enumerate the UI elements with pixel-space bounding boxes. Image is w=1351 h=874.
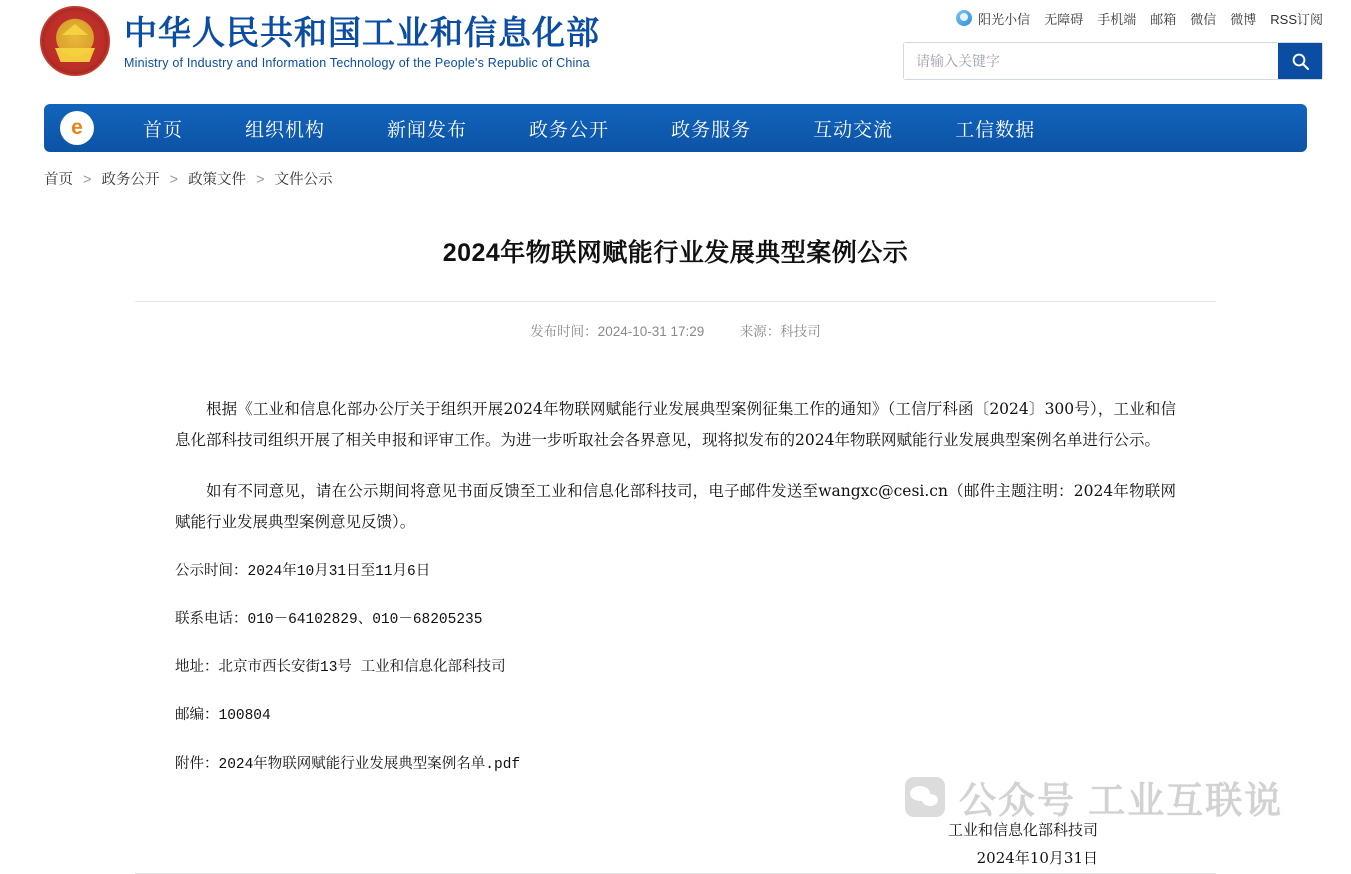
miit-logo-icon: e — [60, 111, 94, 145]
nav-item-home[interactable]: 首页 — [143, 119, 184, 141]
breadcrumb-item-doc-notice[interactable]: 文件公示 — [274, 172, 333, 188]
national-emblem-icon — [40, 6, 110, 76]
signature-date: 2024年10月31日 — [976, 849, 1098, 868]
header-right — [903, 6, 1323, 80]
contact-phone: 联系电话：010－64102829、010－68205235 — [175, 611, 483, 628]
utility-link-weibo[interactable]: 微博 — [1230, 11, 1257, 27]
brand-text — [124, 12, 600, 69]
breadcrumb-separator: > — [256, 172, 265, 188]
breadcrumb — [0, 152, 1351, 189]
article — [135, 215, 1216, 874]
breadcrumb-separator: > — [83, 172, 92, 188]
publish-time: 发布时间：2024-10-31 17:29 — [530, 323, 705, 339]
watermark-text: 公众号 工业互联说 — [959, 780, 1284, 821]
article-paragraph-1: 根据《工业和信息化部办公厅关于组织开展2024年物联网赋能行业发展典型案例征集工作的通知》（工信厅科函〔2024〕300号），工业和信息化部科技司组织开展了相关申报和评审工作。为进一步听取社会各界意见，现将拟发布的2024年物联网赋能行业发展典型案例名单进行公示。 — [175, 399, 1176, 449]
nav-item-gov-service[interactable]: 政务服务 — [671, 119, 752, 141]
article-meta — [135, 302, 1216, 346]
search-icon — [1291, 52, 1310, 71]
nav-item-news[interactable]: 新闻发布 — [387, 119, 468, 141]
utility-link-yangguang[interactable]: 阳光小信 — [978, 11, 1031, 27]
site-brand[interactable] — [40, 6, 600, 76]
attachment-link[interactable]: 附件：2024年物联网赋能行业发展典型案例名单.pdf — [175, 756, 521, 773]
article-body — [135, 346, 1216, 780]
utility-link-mail[interactable]: 邮箱 — [1150, 11, 1177, 27]
nav-item-gov-open[interactable]: 政务公开 — [529, 119, 610, 141]
nav-item-data[interactable]: 工信数据 — [955, 119, 1036, 141]
brand-title-en: Ministry of Industry and Information Technology of the People's Republic of China — [124, 55, 590, 70]
utility-link-rss[interactable]: RSS订阅 — [1270, 11, 1323, 27]
site-header — [0, 0, 1351, 104]
breadcrumb-item-home[interactable]: 首页 — [44, 172, 73, 188]
breadcrumb-item-gov-open[interactable]: 政务公开 — [101, 172, 160, 188]
search-bar — [903, 42, 1323, 80]
utility-link-wechat[interactable]: 微信 — [1190, 11, 1217, 27]
brand-title-cn: 中华人民共和国工业和信息化部 — [124, 14, 600, 52]
utility-links — [903, 6, 1323, 30]
nav-item-interaction[interactable]: 互动交流 — [813, 119, 894, 141]
utility-link-mobile[interactable]: 手机端 — [1097, 11, 1137, 27]
breadcrumb-item-policy-docs[interactable]: 政策文件 — [188, 172, 247, 188]
nav-item-org[interactable]: 组织机构 — [245, 119, 326, 141]
search-input[interactable] — [904, 43, 1278, 79]
article-signature — [135, 816, 1216, 873]
signature-org: 工业和信息化部科技司 — [947, 820, 1098, 839]
article-source: 来源：科技司 — [739, 323, 821, 339]
page-title: 2024年物联网赋能行业发展典型案例公示 — [135, 215, 1216, 302]
contact-address: 地址：北京市西长安街13号 工业和信息化部科技司 — [175, 660, 506, 677]
primary-nav — [44, 104, 1307, 152]
sunshine-icon — [956, 10, 972, 26]
search-button[interactable] — [1278, 43, 1322, 79]
notice-period: 公示时间：2024年10月31日至11月6日 — [175, 563, 431, 580]
article-paragraph-2: 如有不同意见，请在公示期间将意见书面反馈至工业和信息化部科技司，电子邮件发送至wangxc@cesi.cn（邮件主题注明：2024年物联网赋能行业发展典型案例意见反馈）。 — [175, 481, 1176, 531]
utility-link-accessibility[interactable]: 无障碍 — [1044, 11, 1084, 27]
primary-nav-wrapper — [0, 104, 1351, 152]
contact-postcode: 邮编：100804 — [175, 708, 271, 725]
breadcrumb-separator: > — [169, 172, 179, 188]
